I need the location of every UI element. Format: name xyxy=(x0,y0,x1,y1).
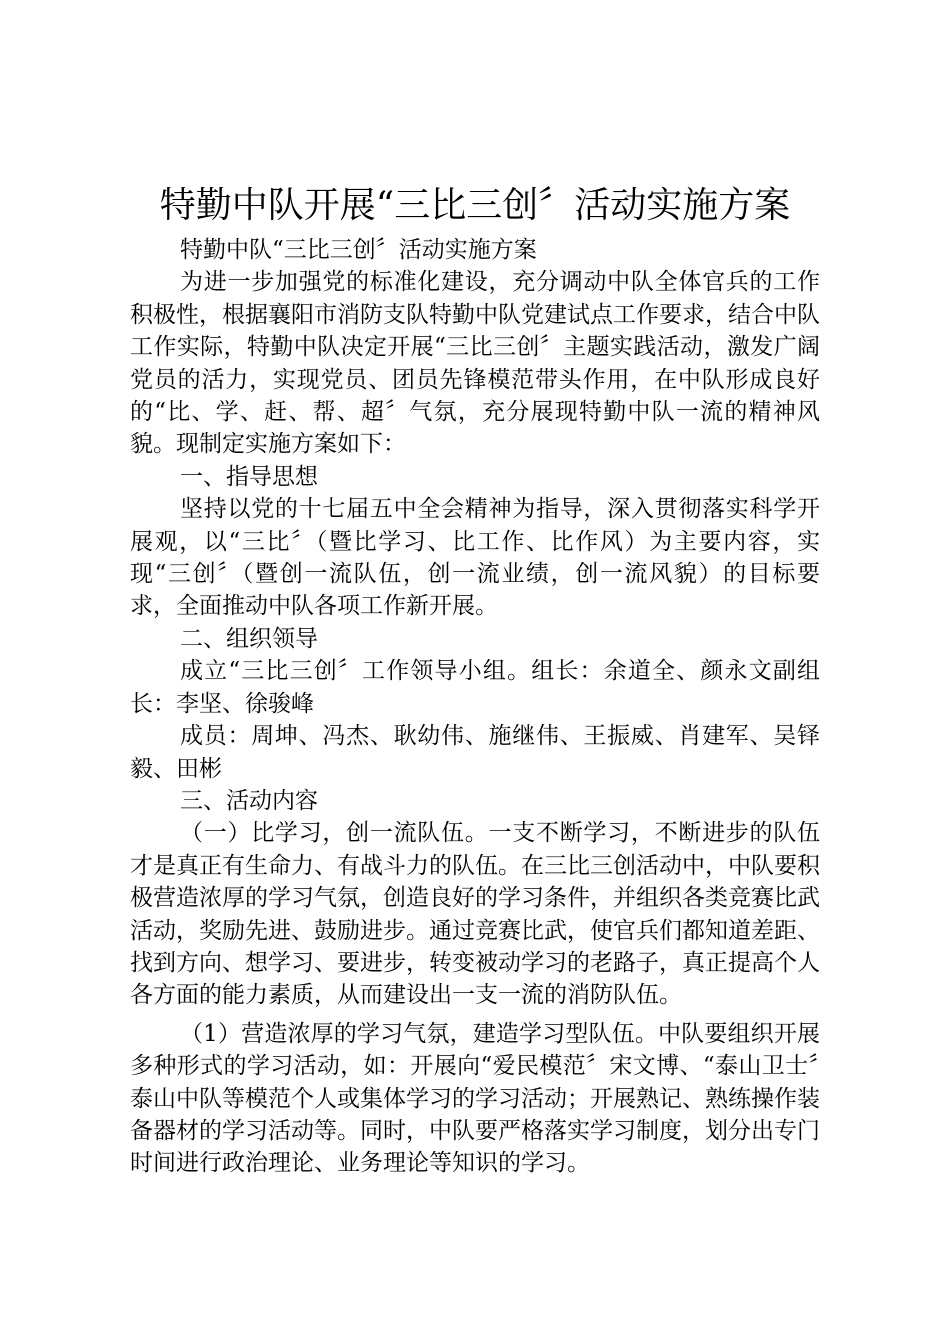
section-heading-organization: 二、组织领导 xyxy=(180,625,318,652)
activity-item-1-paragraph: （一）比学习，创一流队伍。一支不断学习，不断进步的队伍才是真正有生命力、有战斗力的队伍。在三比三创活动中，中队要积极营造浓厚的学习气氛，创造良好的学习条件，并组织各类竞赛比武活动，奖励先进、鼓励进步。通过竞赛比武，使官兵们都知道差距、找到方向、想学习、要进步，转变被动学习的老路子，真正提高个人各方面的能力素质，从而建设出一支一流的消防队伍。 xyxy=(130,820,820,1009)
organization-members-paragraph: 成员：周坤、冯杰、耿幼伟、施继伟、王振威、肖建军、吴铎毅、田彬 xyxy=(130,723,820,782)
section-heading-guiding-ideology: 一、指导思想 xyxy=(180,463,318,490)
intro-paragraph: 为进一步加强党的标准化建设，充分调动中队全体官兵的工作积极性，根据襄阳市消防支队特勤中队党建试点工作要求，结合中队工作实际，特勤中队决定开展“三比三创〞主题实践活动，激发广阔党员的活力，实现党员、团员先锋模范带头作用，在中队形成良好的“比、学、赶、帮、超〞气氛，充分展现特勤中队一流的精神风貌。现制定实施方案如下： xyxy=(130,269,820,458)
section-heading-activities: 三、活动内容 xyxy=(180,787,318,814)
document-body xyxy=(130,234,820,1180)
document-title: 特勤中队开展“三比三创〞活动实施方案 xyxy=(159,185,791,226)
organization-leaders-paragraph: 成立“三比三创〞工作领导小组。组长：余道全、颜永文副组长：李坚、徐骏峰 xyxy=(130,658,820,717)
guiding-ideology-paragraph: 坚持以党的十七届五中全会精神为指导，深入贯彻落实科学开展观，以“三比〞（暨比学习、比工作、比作风）为主要内容，实现“三创〞（暨创一流队伍，创一流业绩，创一流风貌）的目标要求，全面推动中队各项工作新开展。 xyxy=(130,496,820,620)
activity-subitem-1-paragraph: （1）营造浓厚的学习气氛，建造学习型队伍。中队要组织开展多种形式的学习活动，如：开展向“爱民模范〞宋文博、“泰山卫士〞泰山中队等模范个人或集体学习的学习活动；开展熟记、熟练操作装备器材的学习活动等。同时，中队要严格落实学习制度，划分出专门时间进行政治理论、业务理论等知识的学习。 xyxy=(130,1020,820,1177)
document-subtitle: 特勤中队“三比三创〞活动实施方案 xyxy=(180,237,537,263)
